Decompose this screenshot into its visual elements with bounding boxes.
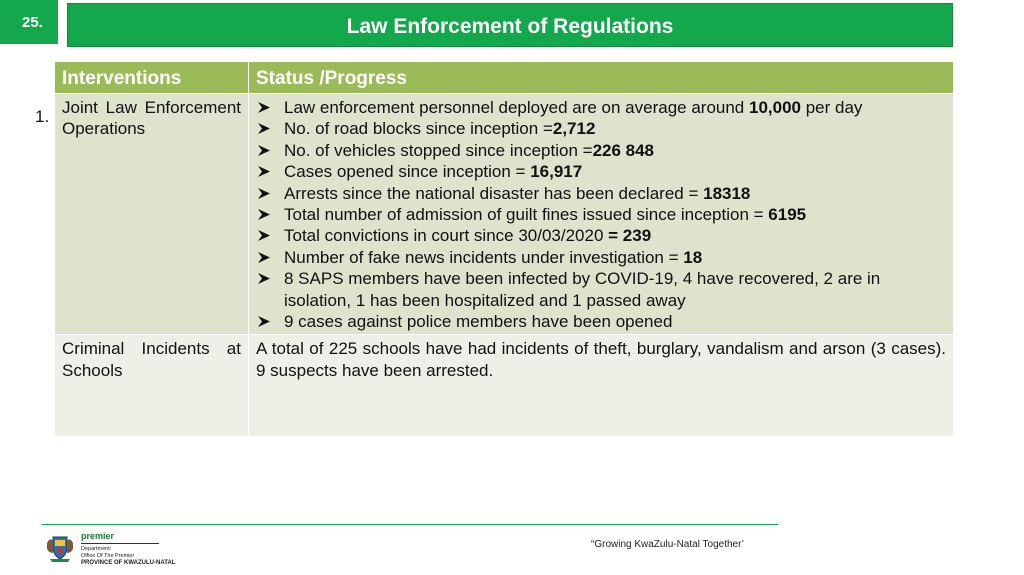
arrow-bullet-icon	[257, 183, 271, 200]
status-bullet-item	[256, 161, 946, 182]
arrow-bullet-icon	[257, 268, 271, 285]
arrow-bullet-icon	[257, 225, 271, 242]
bullet-text: Number of fake news incidents under investigation =	[284, 247, 684, 267]
bullet-text: Total number of admission of guilt fines issued since inception =	[284, 205, 769, 225]
department-label: Department:	[81, 546, 112, 552]
footer-brand	[81, 531, 175, 567]
slide-number: 25.	[0, 0, 58, 44]
intervention-cell: Joint Law Enforcement Operations	[55, 94, 249, 335]
bullet-value: 16,917	[530, 162, 583, 182]
intervention-cell: Criminal Incidents at Schools	[55, 335, 249, 437]
bullet-text: 9 cases against police members have been opened	[284, 312, 673, 332]
status-cell	[249, 94, 954, 335]
slide-title: Law Enforcement of Regulations	[67, 3, 953, 47]
arrow-bullet-icon	[257, 247, 271, 264]
arrow-bullet-icon	[257, 97, 271, 114]
header-status-progress: Status /Progress	[249, 62, 954, 94]
bullet-value: 10,000	[749, 98, 801, 117]
footer-divider	[42, 524, 778, 525]
status-bullet-item	[256, 268, 946, 311]
status-bullet-item	[256, 97, 946, 118]
arrow-bullet-icon	[257, 311, 271, 328]
bullet-value: 18318	[703, 183, 751, 203]
bullet-value: 226 848	[592, 140, 655, 160]
bullet-suffix: per day	[801, 98, 863, 117]
arrow-bullet-icon	[257, 161, 271, 178]
bullet-text: 8 SAPS members have been infected by COVID-19, 4 have recovered, 2 are in isolation, 1 has been hospitalized and 1 passed away	[284, 269, 881, 310]
header-interventions: Interventions	[55, 62, 249, 94]
bullet-text: Cases opened since inception =	[284, 162, 531, 182]
status-bullet-item	[256, 225, 946, 246]
status-bullet-item	[256, 118, 946, 139]
status-bullet-list	[256, 97, 946, 332]
bullet-text: No. of vehicles stopped since inception =	[284, 140, 593, 160]
table-row	[55, 94, 954, 335]
bullet-text: Law enforcement personnel deployed are on average around	[284, 98, 749, 117]
interventions-table	[54, 61, 954, 437]
brand-name: premier	[81, 531, 159, 544]
bullet-text: Total convictions in court since 30/03/2020	[284, 226, 609, 246]
province-name: PROVINCE OF KWAZULU-NATAL	[81, 560, 176, 566]
status-bullet-item	[256, 183, 946, 204]
status-bullet-item	[256, 140, 946, 161]
status-cell: A total of 225 schools have had incidents of theft, burglary, vandalism and arson (3 cases). 9 suspects have been arrested.	[249, 335, 954, 437]
bullet-text: Arrests since the national disaster has been declared =	[284, 183, 704, 203]
status-bullet-item	[256, 204, 946, 225]
bullet-value: 6195	[768, 205, 807, 225]
arrow-bullet-icon	[257, 204, 271, 221]
table-header-row	[55, 62, 954, 94]
department-name: Office Of The Premier	[81, 553, 135, 559]
bullet-value: = 239	[608, 226, 652, 246]
coat-of-arms-logo	[44, 531, 76, 563]
table-row	[55, 335, 954, 437]
arrow-bullet-icon	[257, 140, 271, 157]
row-number: 1.	[35, 107, 50, 126]
footer-slogan: “Growing KwaZulu-Natal Together’	[591, 539, 745, 550]
status-bullet-item	[256, 311, 946, 332]
bullet-value: 18	[683, 247, 703, 267]
bullet-text: No. of road blocks since inception =	[284, 119, 553, 139]
status-bullet-item	[256, 247, 946, 268]
bullet-value: 2,712	[552, 119, 596, 139]
arrow-bullet-icon	[257, 118, 271, 135]
